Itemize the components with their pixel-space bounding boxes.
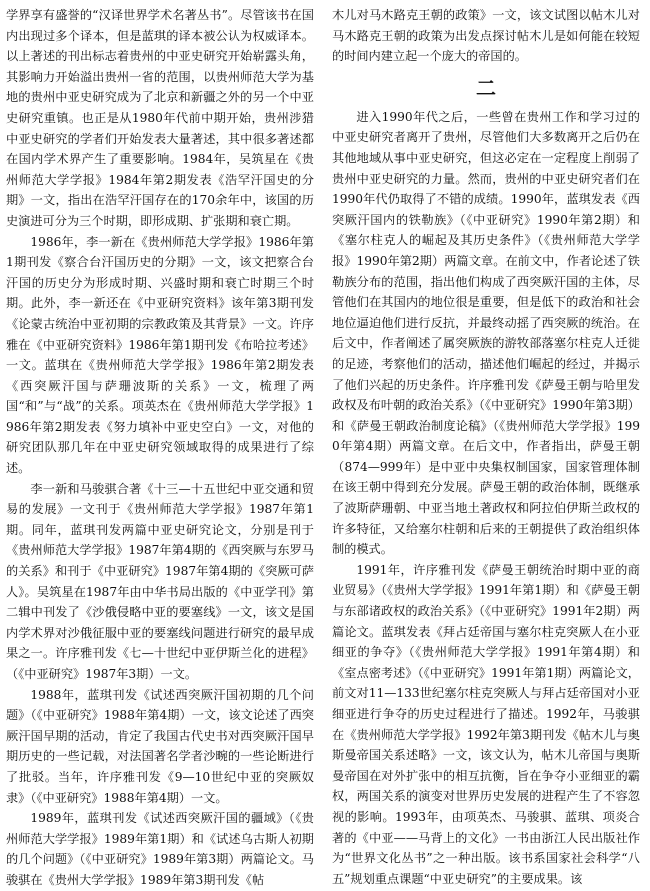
paragraph-right-2: 进入1990年代之后，一些曾在贵州工作和学习过的中亚史研究者离开了贵州，尽管他们大多数离开之后仍在其他地域从事中亚史研究，但这必定在一定程度上削弱了贵州中亚史研究的力量。然而，贵州的中亚史研究者们在1990年代仍取得了不错的成绩。1990年，蓝琪发表《西突厥汗国内的铁勒族》（《中亚研究》1990年第2期）和《塞尔柱克人的崛起及其历史条件》（《贵州师范大学学报》1990年第2期）两篇文章。在前文中，作者论述了铁勒族分布的范围，指出他们构成了西突厥汗国的主体，尽管他们在其国内的地位很是重要，但是低下的政治和社会地位逼迫他们进行反抗，并最终动摇了西突厥的统治。在后文中，作者阐述了属突厥族的游牧部落塞尔柱克人迁徙的足迹，考察他们的活动，描述他们崛起的经过，并揭示了他们兴起的历史条件。许序雅刊发《萨曼王朝与哈里发政权及布叶朝的政治关系》（《中亚研究》1990年第3期）和《萨曼王朝政治制度论稿》（《贵州师范大学学报》1990年第4期）两篇文章。在后文中，作者指出，萨曼王朝（874—999年）是中亚中央集权制国家，国家管理体制在该王朝中得到充分发展。萨曼王朝的政治体制，既继承了波斯萨珊朝、中亚当地土著政权和阿拉伯伊斯兰政权的许多特征，又给塞尔柱朝和后来的王朝提供了政治组织体制的模式。 xyxy=(332,109,640,557)
paragraph-right-1: 木儿对马木路克王朝的政策》一文，该文试图以帖木儿对马木路克王朝的政策为出发点探讨帖木儿是如何能在较短的时间内建立起一个庞大的帝国的。 xyxy=(332,8,640,64)
paragraph-left-4: 1988年，蓝琪刊发《试述西突厥汗国初期的几个问题》（《中亚研究》1988年第4期）一文，该文论述了西突厥汗国早期的活动，肯定了我国古代史书对西突厥汗国早期历史的一些记载，对法国著名学者沙畹的一些论断进行了批驳。当年，许序雅刊发《9—10世纪中亚的突厥奴隶》（《中亚研究》1988年第4期）一文。 xyxy=(6,687,314,805)
left-column xyxy=(6,0,314,891)
paragraph-right-3: 1991年，许序雅刊发《萨曼王朝统治时期中亚的商业贸易》（《贵州大学学报》1991年第1期）和《萨曼王朝与东部诸政权的政治关系》（《中亚研究》1991年2期）两篇论文。蓝琪发表《拜占廷帝国与塞尔柱克突厥人在小亚细亚的争夺》（《贵州师范大学学报》1991年第4期）和《室点密考述》（《中亚研究》1991年第1期）两篇论文，前文对11—133世纪塞尔柱克突厥人与拜占廷帝国对小亚细亚进行争夺的历史过程进行了描述。1992年，马骏骐在《贵州师范大学学报》1992年第3期刊发《帖木儿与奥斯曼帝国关系述略》一文，该文认为，帖木儿帝国与奥斯曼帝国在对外扩张中的相互抗衡，旨在争夺小亚细亚的霸权，两国关系的演变对世界历史发展的进程产生了不容忽视的影响。1993年，由项英杰、马骏骐、蓝琪、项炎合著的《中亚——马背上的文化》一书由浙江人民出版社作为“世界文化丛书”之一种出版。该书系国家社会科学“八五”规划重点课题“中亚史研究”的主要成果。该 xyxy=(332,562,640,886)
paragraph-left-5: 1989年，蓝琪刊发《试述西突厥汗国的疆域》（《贵州师范大学学报》1989年第1期）和《试述乌古斯人初期的几个问题》（《中亚研究》1989年第3期）两篇论文。马骏骐在《贵州大学学报》1989年第3期刊发《帖 xyxy=(6,811,314,887)
paragraph-left-2: 1986年，李一新在《贵州师范大学学报》1986年第1期刊发《察合台汗国历史的分期》一文，该文把察合台汗国的历史分为形成时期、兴盛时期和衰亡时期三个时期。此外，李一新还在《中亚研究资料》该年第3期刊发《论蒙古统治中亚初期的宗教政策及其背景》一文。许序雅在《中亚研究资料》1986年第1期刊发《布哈拉考述》一文。蓝琪在《贵州师范大学学报》1986年第2期发表《西突厥汗国与萨珊波斯的关系》一文，梳理了两国“和”与“战”的关系。项英杰在《贵州师范大学学报》1986年第2期发表《努力填补中亚史空白》一文，对他的研究团队那几年在中亚史研究领域取得的成果进行了综述。 xyxy=(6,234,314,476)
paragraph-left-1: 学界享有盛誉的“汉译世界学术名著丛书”。尽管该书在国内出现过多个译本，但是蓝琪的译本被公认为权威译本。以上著述的刊出标志着贵州的中亚史研究开始崭露头角，其影响力开始溢出贵州一省的范围，以贵州师范大学为基地的贵州中亚史研究成为了北京和新疆之外的另一个中亚史研究重镇。也正是从1980年代前中期开始，贵州涉猎中亚史研究的学者们开始发表大量著述，其中很多著述都在国内学术界产生了重要影响。1984年，吴筑星在《贵州师范大学学报》1984年第2期发表《浩罕汗国史的分期》一文，指出在浩罕汗国存在的170余年中，该国的历史演进可分为三个时期，即形成期、扩张期和衰亡期。 xyxy=(6,8,314,228)
right-column xyxy=(332,0,640,891)
paragraph-left-3: 李一新和马骏骐合著《十三—十五世纪中亚交通和贸易的发展》一文刊于《贵州师范大学学报》1987年第1期。同年，蓝琪刊发两篇中亚史研究论文，分别是刊于《贵州师范大学学报》1987年第4期的《西突厥与东罗马的关系》和刊于《中亚研究》1987年第4期的《突厥可萨人》。吴筑星在1987年由中华书局出版的《中亚学刊》第二辑中刊发了《沙俄侵略中亚的要塞线》一文，该文是国内学术界对沙俄征服中亚的要塞线问题进行研究的最早成果之一。许序雅刊发《七—十世纪中亚伊斯兰化的进程》（《中亚研究》1987年3期）一文。 xyxy=(6,481,314,681)
section-number: 二 xyxy=(476,75,496,100)
